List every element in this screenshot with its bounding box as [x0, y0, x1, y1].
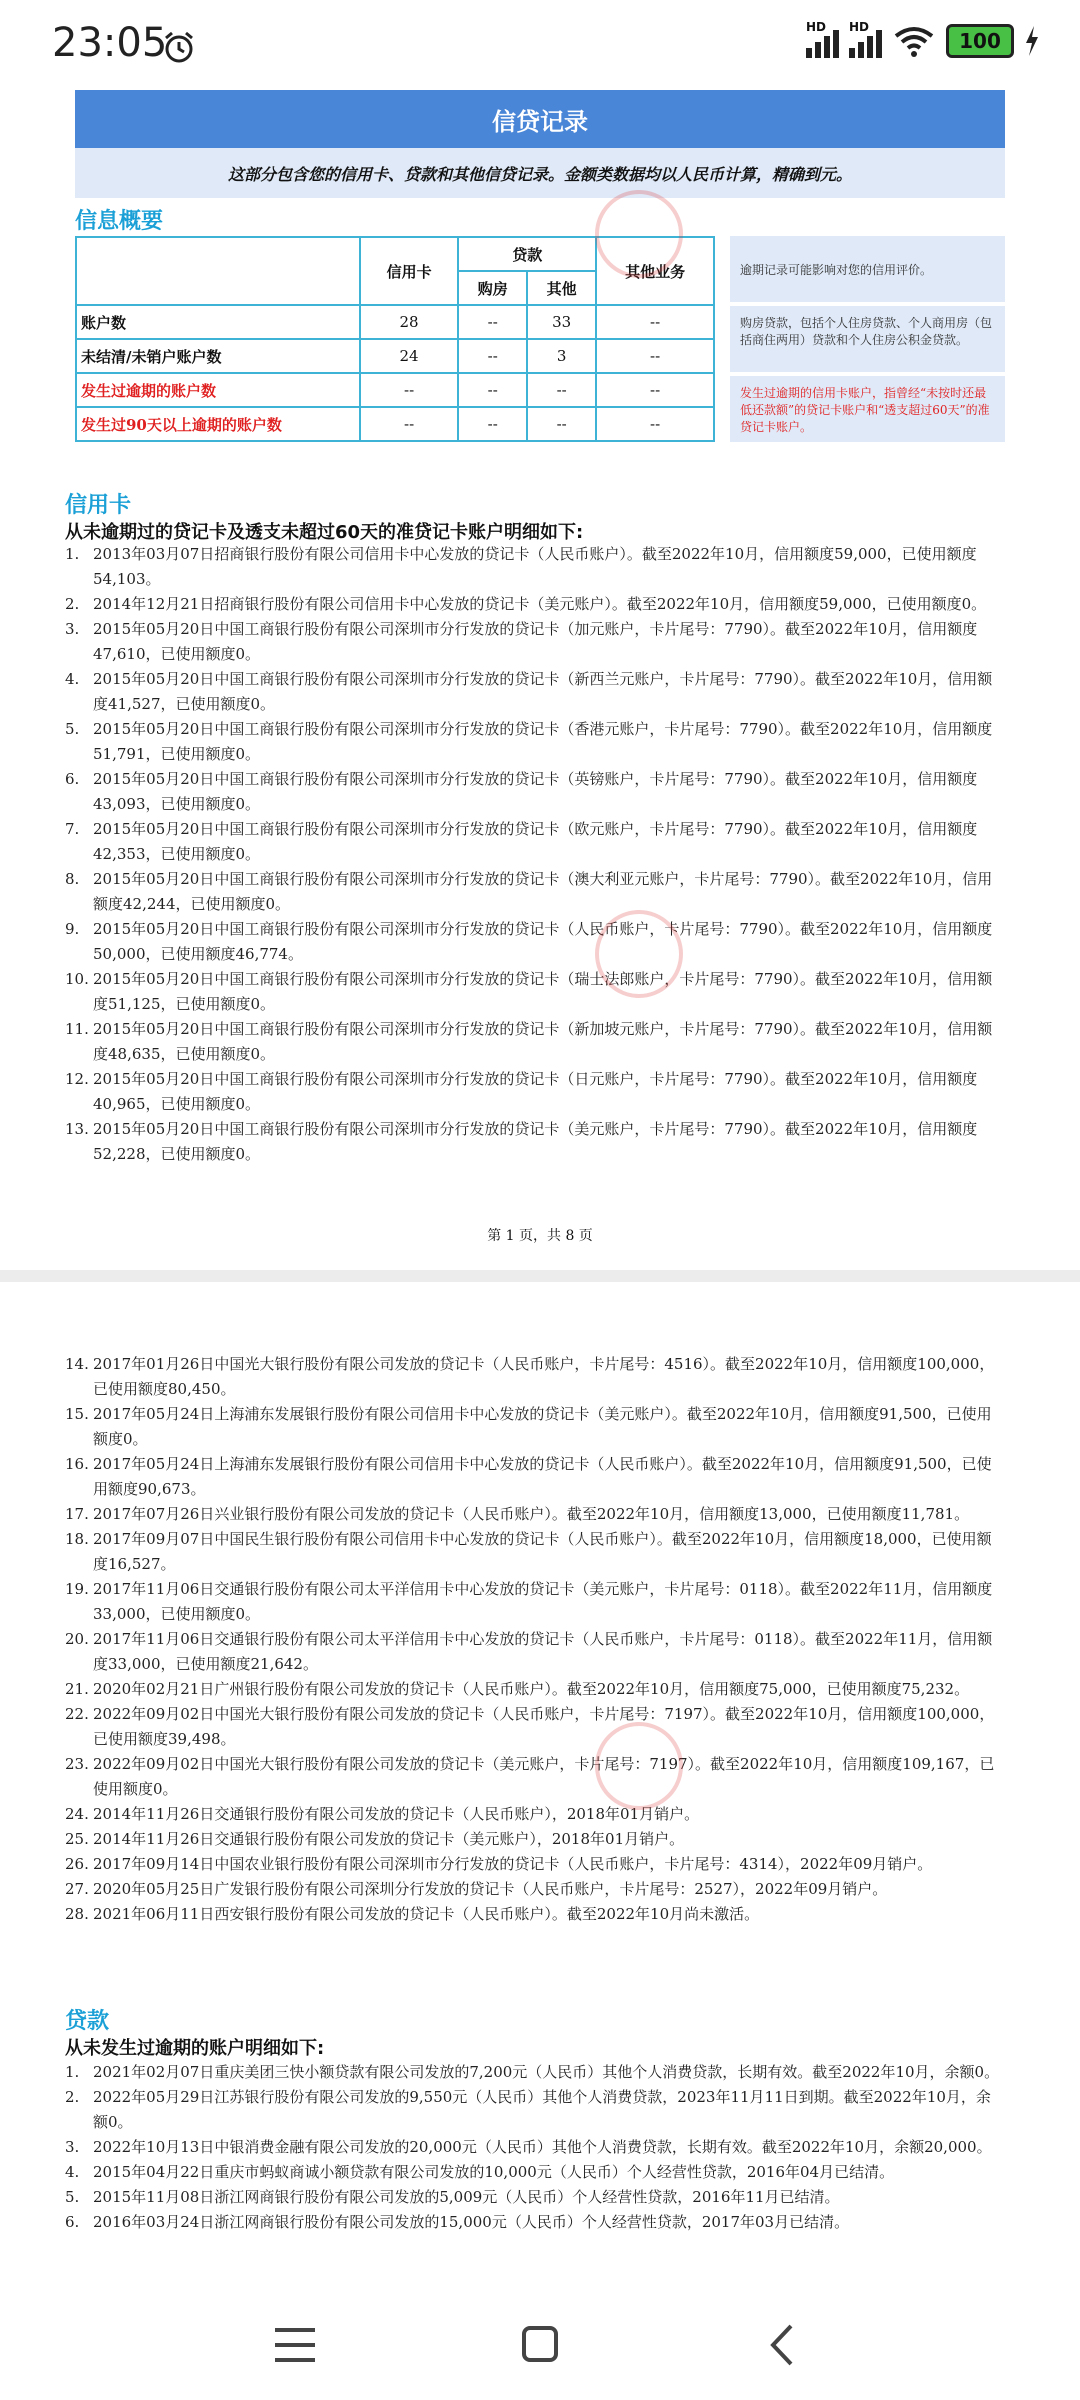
- record-text: 2014年11月26日交通银行股份有限公司发放的贷记卡（人民币账户），2018年01月销户。: [93, 1805, 700, 1823]
- credit-card-list-continued: [65, 1352, 1005, 1927]
- record-text: 2021年06月11日西安银行股份有限公司发放的贷记卡（人民币账户）。截至2022年10月尚未激活。: [93, 1905, 760, 1923]
- report-page-2: [0, 1282, 1080, 2282]
- record-number: 11.: [65, 1020, 89, 1038]
- record-number: 16.: [65, 1455, 89, 1473]
- credit-card-subtitle: 从未逾期过的贷记卡及透支未超过60天的准贷记卡账户明细如下:: [65, 522, 584, 543]
- record-number: 21.: [65, 1680, 89, 1698]
- record-number: 6.: [65, 770, 80, 788]
- record-item: [65, 1852, 1005, 1877]
- record-number: 7.: [65, 820, 80, 838]
- cell-biz: --: [596, 305, 714, 339]
- record-item: [65, 1627, 1005, 1677]
- cell-cc: --: [360, 407, 458, 441]
- cell-house: --: [458, 339, 527, 373]
- record-number: 2.: [65, 595, 80, 613]
- record-number: 4.: [65, 2163, 80, 2181]
- cell-biz: --: [596, 373, 714, 407]
- record-text: 2015年11月08日浙江网商银行股份有限公司发放的5,009元（人民币）个人经营性贷款，2016年11月已结清。: [93, 2188, 840, 2206]
- col-loan-house: 购房: [458, 271, 527, 305]
- cell-biz: --: [596, 407, 714, 441]
- record-item: [65, 2185, 1005, 2210]
- record-text: 2017年07月26日兴业银行股份有限公司发放的贷记卡（人民币账户）。截至2022年10月，信用额度13,000，已使用额度11,781。: [93, 1505, 970, 1523]
- record-item: [65, 592, 1005, 617]
- record-number: 5.: [65, 2188, 80, 2206]
- record-number: 25.: [65, 1830, 89, 1848]
- record-text: 2017年09月14日中国农业银行股份有限公司深圳市分行发放的贷记卡（人民币账户，卡片尾号：4314），2022年09月销户。: [93, 1855, 933, 1873]
- record-item: [65, 1902, 1005, 1927]
- record-item: [65, 2060, 1005, 2085]
- loan-title: 贷款: [65, 2009, 110, 2034]
- cell-biz: --: [596, 339, 714, 373]
- record-text: 2013年03月07日招商银行股份有限公司信用卡中心发放的贷记卡（人民币账户）。截至2022年10月，信用额度59,000，已使用额度54,103。: [93, 545, 977, 588]
- summary-row: [76, 373, 714, 407]
- charging-icon: [1024, 26, 1040, 56]
- record-item: [65, 1117, 1005, 1167]
- cell-cc: 28: [360, 305, 458, 339]
- record-number: 3.: [65, 620, 80, 638]
- cell-other: 33: [527, 305, 596, 339]
- signal-icon: HD: [806, 24, 839, 58]
- record-item: [65, 2160, 1005, 2185]
- section-header: 信贷记录: [75, 90, 1005, 148]
- record-number: 20.: [65, 1630, 89, 1648]
- record-text: 2015年05月20日中国工商银行股份有限公司深圳市分行发放的贷记卡（瑞士法郎账户，卡片尾号：7790）。截至2022年10月，信用额度51,125，已使用额度0。: [93, 970, 993, 1013]
- record-text: 2015年05月20日中国工商银行股份有限公司深圳市分行发放的贷记卡（澳大利亚元账户，卡片尾号：7790）。截至2022年10月，信用额度42,244，已使用额度0。: [93, 870, 993, 913]
- record-text: 2020年05月25日广发银行股份有限公司深圳分行发放的贷记卡（人民币账户，卡片尾号：2527），2022年09月销户。: [93, 1880, 888, 1898]
- record-number: 23.: [65, 1755, 89, 1773]
- record-text: 2015年05月20日中国工商银行股份有限公司深圳市分行发放的贷记卡（英镑账户，卡片尾号：7790）。截至2022年10月，信用额度43,093，已使用额度0。: [93, 770, 978, 813]
- record-number: 13.: [65, 1120, 89, 1138]
- signal-icon-2: HD: [849, 24, 882, 58]
- section-subheader: 这部分包含您的信用卡、贷款和其他信贷记录。金额类数据均以人民币计算，精确到元。: [75, 148, 1005, 198]
- loan-list: [65, 2060, 1005, 2252]
- cell-house: --: [458, 305, 527, 339]
- record-item: [65, 1827, 1005, 1852]
- col-loan-other: 其他: [527, 271, 596, 305]
- summary-row: [76, 339, 714, 373]
- record-text: 2017年11月06日交通银行股份有限公司太平洋信用卡中心发放的贷记卡（人民币账户，卡片尾号：0118）。截至2022年11月，信用额度33,000，已使用额度21,642。: [93, 1630, 993, 1673]
- record-text: 2015年05月20日中国工商银行股份有限公司深圳市分行发放的贷记卡（新西兰元账户，卡片尾号：7790）。截至2022年10月，信用额度41,527，已使用额度0。: [93, 670, 993, 713]
- record-text: 2015年05月20日中国工商银行股份有限公司深圳市分行发放的贷记卡（欧元账户，卡片尾号：7790）。截至2022年10月，信用额度42,353，已使用额度0。: [93, 820, 978, 863]
- summary-note: 购房贷款，包括个人住房贷款、个人商用房（包括商住两用）贷款和个人住房公积金贷款。: [730, 306, 1005, 372]
- record-number: 4.: [65, 670, 80, 688]
- menu-icon[interactable]: [265, 2320, 325, 2370]
- record-item: [65, 917, 1005, 967]
- clock: 23:05: [52, 20, 168, 66]
- record-item: [65, 767, 1005, 817]
- record-item: [65, 2085, 1005, 2135]
- record-text: 2022年05月29日江苏银行股份有限公司发放的9,550元（人民币）其他个人消费贷款，2023年11月11日到期。截至2022年10月，余额0。: [93, 2088, 991, 2131]
- record-text: 2017年05月24日上海浦东发展银行股份有限公司信用卡中心发放的贷记卡（人民币账户）。截至2022年10月，信用额度91,500，已使用额度90,673。: [93, 1455, 992, 1498]
- record-text: 2022年10月13日中银消费金融有限公司发放的20,000元（人民币）其他个人消费贷款，长期有效。截至2022年10月，余额20,000。: [93, 2138, 992, 2156]
- summary-row: [76, 305, 714, 339]
- record-item: [65, 1352, 1005, 1402]
- record-text: 2022年09月02日中国光大银行股份有限公司发放的贷记卡（人民币账户，卡片尾号：7197）。截至2022年10月，信用额度100,000，已使用额度39,498。: [93, 1705, 995, 1748]
- seal-mark: [595, 1722, 683, 1810]
- credit-card-list: [65, 542, 1005, 1167]
- record-number: 19.: [65, 1580, 89, 1598]
- credit-card-title: 信用卡: [65, 493, 132, 518]
- record-item: [65, 1067, 1005, 1117]
- summary-corner: [76, 237, 360, 305]
- col-other-business: 其他业务: [596, 237, 714, 305]
- row-label: 未结清/未销户账户数: [76, 339, 360, 373]
- record-text: 2015年04月22日重庆市蚂蚁商诚小额贷款有限公司发放的10,000元（人民币）个人经营性贷款，2016年04月已结清。: [93, 2163, 895, 2181]
- record-item: [65, 1877, 1005, 1902]
- row-label: 发生过90天以上逾期的账户数: [76, 407, 360, 441]
- record-text: 2022年09月02日中国光大银行股份有限公司发放的贷记卡（美元账户，卡片尾号：7197）。截至2022年10月，信用额度109,167，已使用额度0。: [93, 1755, 995, 1798]
- record-item: [65, 1752, 1005, 1802]
- record-number: 10.: [65, 970, 89, 988]
- record-item: [65, 1702, 1005, 1752]
- page-separator: [0, 1270, 1080, 1282]
- record-number: 18.: [65, 1530, 89, 1548]
- record-number: 2.: [65, 2088, 80, 2106]
- report-page-1: [0, 80, 1080, 1270]
- cell-house: --: [458, 407, 527, 441]
- record-text: 2017年01月26日中国光大银行股份有限公司发放的贷记卡（人民币账户，卡片尾号：4516）。截至2022年10月，信用额度100,000，已使用额度80,450。: [93, 1355, 995, 1398]
- record-number: 9.: [65, 920, 80, 938]
- record-item: [65, 542, 1005, 592]
- record-text: 2017年09月07日中国民生银行股份有限公司信用卡中心发放的贷记卡（人民币账户）。截至2022年10月，信用额度18,000，已使用额度16,527。: [93, 1530, 992, 1573]
- record-number: 8.: [65, 870, 80, 888]
- summary-row: [76, 407, 714, 441]
- record-item: [65, 2135, 1005, 2160]
- record-number: 5.: [65, 720, 80, 738]
- record-item: [65, 1802, 1005, 1827]
- record-item: [65, 1017, 1005, 1067]
- record-text: 2020年02月21日广州银行股份有限公司发放的贷记卡（人民币账户）。截至2022年10月，信用额度75,000，已使用额度75,232。: [93, 1680, 970, 1698]
- record-item: [65, 667, 1005, 717]
- record-item: [65, 1502, 1005, 1527]
- page-number: 第 1 页，共 8 页: [487, 1228, 593, 1244]
- col-loan: 贷款: [458, 237, 596, 271]
- record-item: [65, 2210, 1005, 2235]
- seal-mark: [595, 190, 683, 278]
- record-item: [65, 1577, 1005, 1627]
- record-text: 2015年05月20日中国工商银行股份有限公司深圳市分行发放的贷记卡（日元账户，卡片尾号：7790）。截至2022年10月，信用额度40,965，已使用额度0。: [93, 1070, 978, 1113]
- record-item: [65, 1527, 1005, 1577]
- record-number: 26.: [65, 1855, 89, 1873]
- record-number: 27.: [65, 1880, 89, 1898]
- back-icon[interactable]: [755, 2320, 815, 2370]
- record-item: [65, 867, 1005, 917]
- record-text: 2014年11月26日交通银行股份有限公司发放的贷记卡（美元账户），2018年01月销户。: [93, 1830, 685, 1848]
- record-text: 2015年05月20日中国工商银行股份有限公司深圳市分行发放的贷记卡（人民币账户，卡片尾号：7790）。截至2022年10月，信用额度50,000，已使用额度46,774。: [93, 920, 993, 963]
- home-icon[interactable]: [510, 2320, 570, 2370]
- cell-other: --: [527, 373, 596, 407]
- record-number: 1.: [65, 545, 80, 563]
- summary-title: 信息概要: [75, 209, 164, 234]
- summary-note: 逾期记录可能影响对您的信用评价。: [730, 236, 1005, 302]
- wifi-icon: [892, 24, 936, 58]
- cell-house: --: [458, 373, 527, 407]
- record-text: 2016年03月24日浙江网商银行股份有限公司发放的15,000元（人民币）个人经营性贷款，2017年03月已结清。: [93, 2213, 850, 2231]
- record-text: 2015年05月20日中国工商银行股份有限公司深圳市分行发放的贷记卡（美元账户，卡片尾号：7790）。截至2022年10月，信用额度52,228，已使用额度0。: [93, 1120, 978, 1163]
- record-text: 2014年12月21日招商银行股份有限公司信用卡中心发放的贷记卡（美元账户）。截至2022年10月，信用额度59,000，已使用额度0。: [93, 595, 987, 613]
- record-text: 2017年05月24日上海浦东发展银行股份有限公司信用卡中心发放的贷记卡（美元账户）。截至2022年10月，信用额度91,500，已使用额度0。: [93, 1405, 992, 1448]
- record-number: 3.: [65, 2138, 80, 2156]
- record-text: 2017年11月06日交通银行股份有限公司太平洋信用卡中心发放的贷记卡（美元账户，卡片尾号：0118）。截至2022年11月，信用额度33,000，已使用额度0。: [93, 1580, 993, 1623]
- record-item: [65, 967, 1005, 1017]
- record-number: 28.: [65, 1905, 89, 1923]
- cell-cc: 24: [360, 339, 458, 373]
- record-number: 22.: [65, 1705, 89, 1723]
- record-text: 2021年02月07日重庆美团三快小额贷款有限公司发放的7,200元（人民币）其他个人消费贷款，长期有效。截至2022年10月，余额0。: [93, 2063, 1000, 2081]
- record-number: 12.: [65, 1070, 89, 1088]
- cell-other: --: [527, 407, 596, 441]
- status-bar: [0, 0, 1080, 80]
- col-credit-card: 信用卡: [360, 237, 458, 305]
- record-item: [65, 717, 1005, 767]
- record-text: 2015年05月20日中国工商银行股份有限公司深圳市分行发放的贷记卡（新加坡元账户，卡片尾号：7790）。截至2022年10月，信用额度48,635，已使用额度0。: [93, 1020, 993, 1063]
- row-label: 发生过逾期的账户数: [76, 373, 360, 407]
- record-text: 2015年05月20日中国工商银行股份有限公司深圳市分行发放的贷记卡（香港元账户，卡片尾号：7790）。截至2022年10月，信用额度51,791，已使用额度0。: [93, 720, 993, 763]
- record-number: 17.: [65, 1505, 89, 1523]
- loan-subtitle: 从未发生过逾期的账户明细如下:: [65, 2038, 325, 2059]
- alarm-icon: [162, 30, 196, 64]
- seal-mark: [595, 910, 683, 998]
- row-label: 账户数: [76, 305, 360, 339]
- cell-other: 3: [527, 339, 596, 373]
- record-number: 1.: [65, 2063, 80, 2081]
- cell-cc: --: [360, 373, 458, 407]
- record-item: [65, 617, 1005, 667]
- battery-indicator: 100: [946, 24, 1014, 58]
- record-number: 15.: [65, 1405, 89, 1423]
- summary-note-red: 发生过逾期的信用卡账户，指曾经“未按时还最低还款额”的贷记卡账户和“透支超过60天”的准贷记卡账户。: [730, 376, 1005, 442]
- navigation-bar: [0, 2290, 1080, 2400]
- record-item: [65, 1402, 1005, 1452]
- record-item: [65, 1452, 1005, 1502]
- record-number: 6.: [65, 2213, 80, 2231]
- record-number: 24.: [65, 1805, 89, 1823]
- record-text: 2015年05月20日中国工商银行股份有限公司深圳市分行发放的贷记卡（加元账户，卡片尾号：7790）。截至2022年10月，信用额度47,610，已使用额度0。: [93, 620, 978, 663]
- record-item: [65, 1677, 1005, 1702]
- record-number: 14.: [65, 1355, 89, 1373]
- record-item: [65, 817, 1005, 867]
